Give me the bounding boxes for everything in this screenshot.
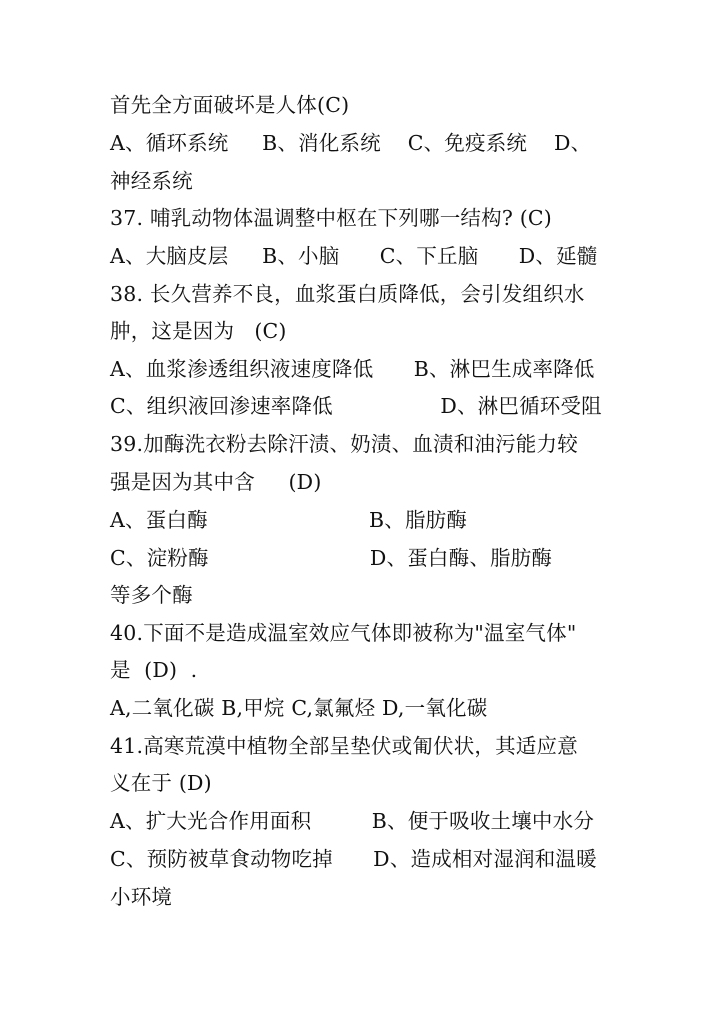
text-line-5: A、大脑皮层 B、小脑 C、下丘脑 D、延髓 xyxy=(110,244,598,268)
text-line-4: 37. 哺乳动物体温调整中枢在下列哪一结构? (C) xyxy=(110,206,553,230)
text-line-16: 是 (D) . xyxy=(110,658,198,682)
text-line-15: 40.下面不是造成温室效应气体即被称为"温室气体" xyxy=(110,621,577,645)
text-line-7: 肿，这是因为 (C) xyxy=(110,319,287,343)
text-line-18: 41.高寒荒漠中植物全部呈垫伏或匍伏状，其适应意 xyxy=(110,734,578,758)
text-line-8: A、血浆渗透组织液速度降低 B、淋巴生成率降低 xyxy=(110,357,595,381)
text-line-17: A,二氧化碳 B,甲烷 C,氯氟烃 D,一氧化碳 xyxy=(110,696,488,720)
text-line-19: 义在于 (D) xyxy=(110,771,212,795)
text-line-14: 等多个酶 xyxy=(110,583,193,607)
text-line-12: A、蛋白酶 B、脂肪酶 xyxy=(110,508,468,532)
text-line-2: A、循环系统 B、消化系统 C、免疫系统 D、 xyxy=(110,131,592,155)
text-line-20: A、扩大光合作用面积 B、便于吸收土壤中水分 xyxy=(110,809,595,833)
text-line-11: 强是因为其中含 (D) xyxy=(110,470,322,494)
text-line-9: C、组织液回渗速率降低 D、淋巴循环受阻 xyxy=(110,394,602,418)
text-line-3: 神经系统 xyxy=(110,169,193,193)
text-line-6: 38. 长久营养不良，血浆蛋白质降低，会引发组织水 xyxy=(110,282,585,306)
text-line-10: 39.加酶洗衣粉去除汗渍、奶渍、血渍和油污能力较 xyxy=(110,432,578,456)
text-line-1: 首先全方面破坏是人体(C) xyxy=(110,93,350,117)
text-line-22: 小环境 xyxy=(110,885,173,909)
text-line-21: C、预防被草食动物吃掉 D、造成相对湿润和温暖 xyxy=(110,847,597,871)
text-line-13: C、淀粉酶 D、蛋白酶、脂肪酶 xyxy=(110,546,553,570)
